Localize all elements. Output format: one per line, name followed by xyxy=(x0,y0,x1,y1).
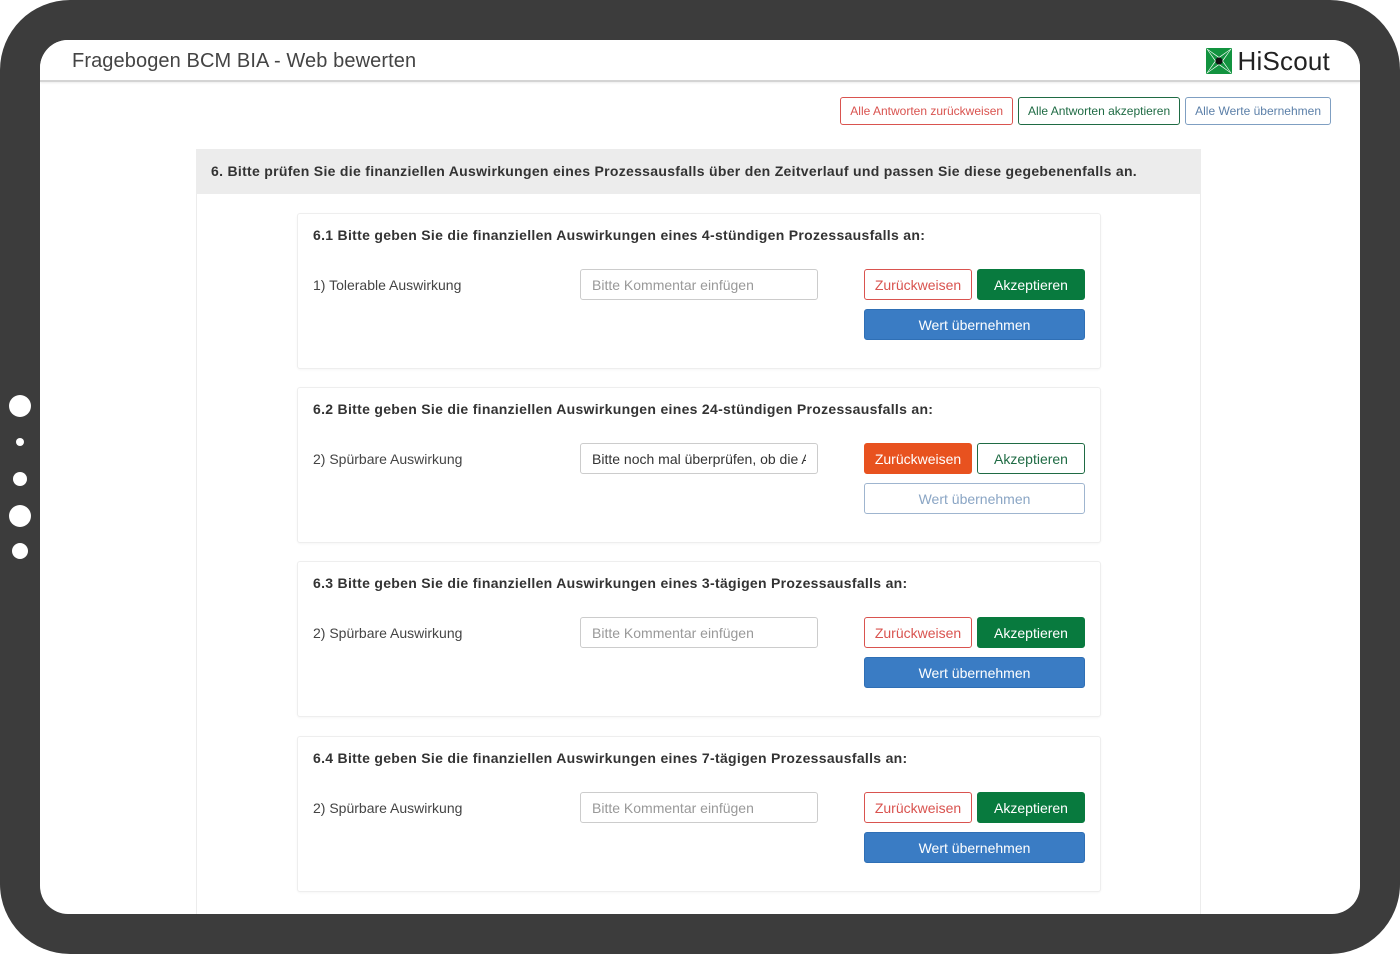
question-card-6-4 xyxy=(297,736,1101,892)
comment-input[interactable] xyxy=(580,617,818,648)
logo-text: HiScout xyxy=(1237,45,1330,76)
answer-value: 1) Tolerable Auswirkung xyxy=(313,277,462,293)
answer-value: 2) Spürbare Auswirkung xyxy=(313,451,463,467)
accept-button[interactable]: Akzeptieren xyxy=(977,269,1085,300)
global-actions xyxy=(840,97,1331,125)
reject-button[interactable]: Zurückweisen xyxy=(864,617,972,648)
title-bar xyxy=(40,40,1360,82)
comment-input[interactable] xyxy=(580,269,818,300)
reject-button[interactable]: Zurückweisen xyxy=(864,443,972,474)
question-title: 6.1 Bitte geben Sie die finanziellen Auswirkungen eines 4-stündigen Prozessausfalls an: xyxy=(313,227,926,243)
apply-value-button[interactable]: Wert übernehmen xyxy=(864,832,1085,863)
question-title: 6.2 Bitte geben Sie die finanziellen Auswirkungen eines 24-stündigen Prozessausfalls an: xyxy=(313,401,934,417)
accept-all-button[interactable]: Alle Antworten akzeptieren xyxy=(1018,97,1180,125)
dot-icon xyxy=(16,438,24,446)
accept-button[interactable]: Akzeptieren xyxy=(977,792,1085,823)
accept-button[interactable]: Akzeptieren xyxy=(977,443,1085,474)
question-section xyxy=(196,149,1201,914)
question-title: 6.3 Bitte geben Sie die finanziellen Auswirkungen eines 3-tägigen Prozessausfalls an: xyxy=(313,575,908,591)
apply-all-button[interactable]: Alle Werte übernehmen xyxy=(1185,97,1331,125)
comment-input[interactable] xyxy=(580,443,818,474)
question-card-6-2 xyxy=(297,387,1101,543)
side-indicator-dots xyxy=(0,380,40,580)
dot-icon xyxy=(13,472,27,486)
apply-value-button[interactable]: Wert übernehmen xyxy=(864,657,1085,688)
window-title: Fragebogen BCM BIA - Web bewerten xyxy=(72,50,417,72)
dot-icon xyxy=(9,505,31,527)
dot-icon xyxy=(12,543,28,559)
question-card-6-3 xyxy=(297,561,1101,717)
reject-all-button[interactable]: Alle Antworten zurückweisen xyxy=(840,97,1013,125)
question-title: 6.4 Bitte geben Sie die finanziellen Auswirkungen eines 7-tägigen Prozessausfalls an: xyxy=(313,750,908,766)
apply-value-button[interactable]: Wert übernehmen xyxy=(864,483,1085,514)
app-screen xyxy=(40,40,1360,914)
accept-button[interactable]: Akzeptieren xyxy=(977,617,1085,648)
reject-button[interactable]: Zurückweisen xyxy=(864,269,972,300)
reject-button[interactable]: Zurückweisen xyxy=(864,792,972,823)
apply-value-button[interactable]: Wert übernehmen xyxy=(864,309,1085,340)
comment-input[interactable] xyxy=(580,792,818,823)
section-heading: 6. Bitte prüfen Sie die finanziellen Auswirkungen eines Prozessausfalls über den Zeitverlauf und passen Sie diese gegebenenfalls an. xyxy=(197,150,1200,194)
question-card-6-1 xyxy=(297,213,1101,369)
answer-value: 2) Spürbare Auswirkung xyxy=(313,800,463,816)
dot-icon xyxy=(9,395,31,417)
answer-value: 2) Spürbare Auswirkung xyxy=(313,625,463,641)
hiscout-logo xyxy=(1206,47,1330,75)
hiscout-logo-icon xyxy=(1206,48,1232,74)
